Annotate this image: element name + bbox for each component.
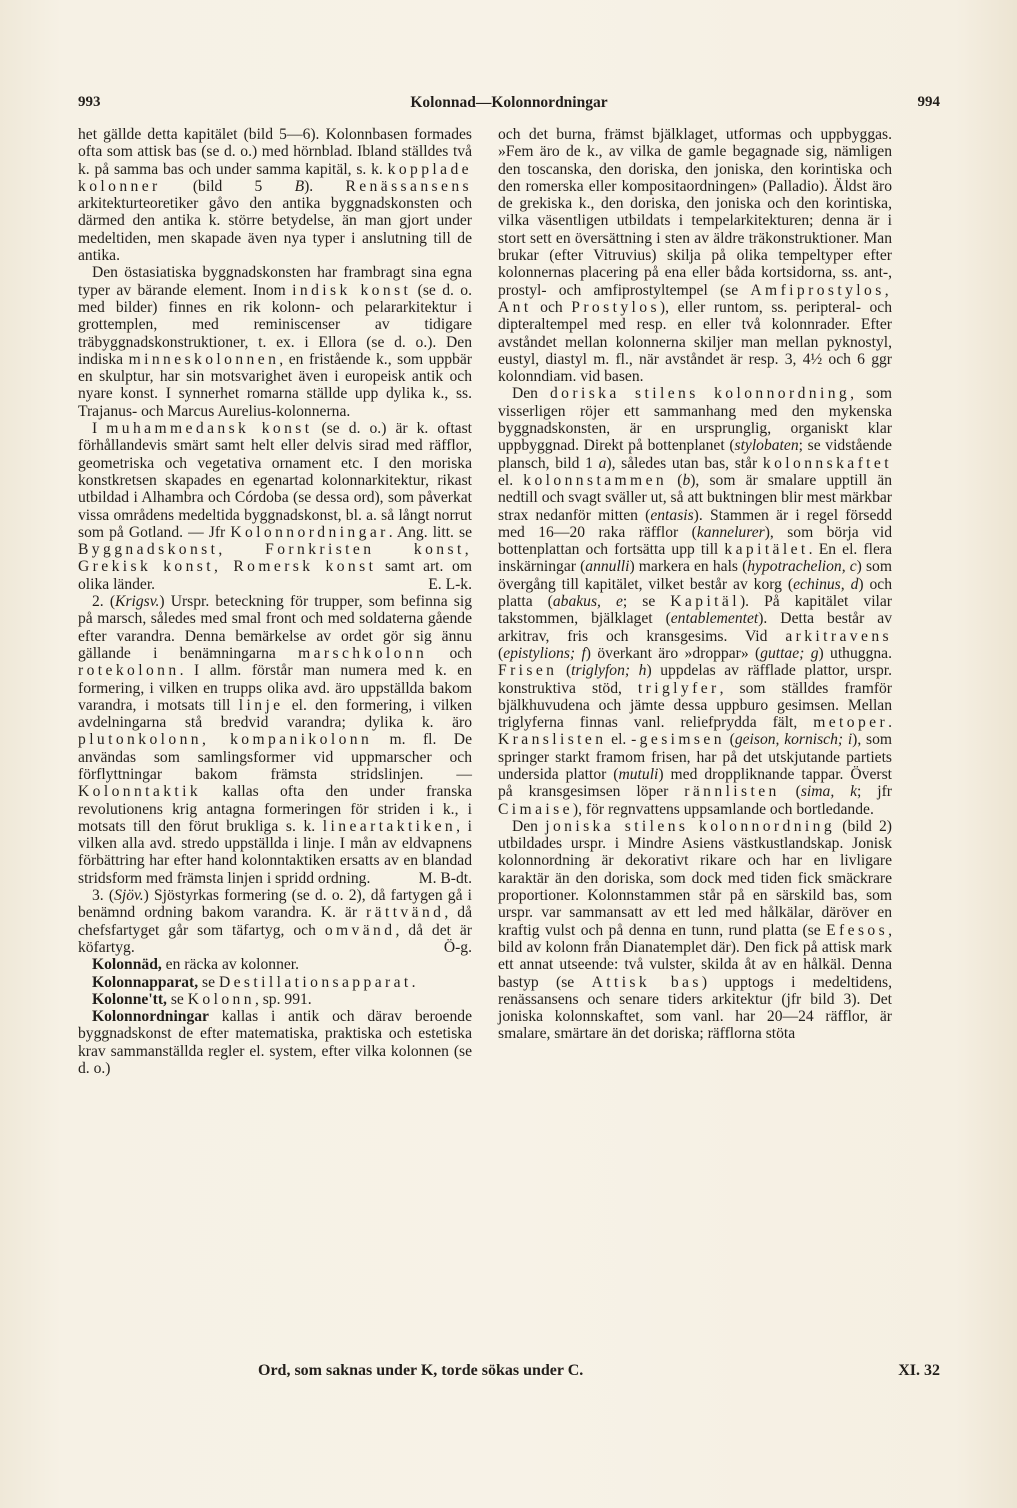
page-number-right: 994 (917, 94, 940, 110)
paragraph: I muhammedansk konst (se d. o.) är k. oftast förhållandevis smärt samt helt eller delvis sirad med räfflor, geometriska och vegetativa ornament etc. I den moriska konstkretsen skapades en egenartad kolonnarkitektur, rikast utbildad i Alhambra och Córdoba (se dessa ord), som påverkat vissa områdens medeltida byggnadskonst, bl. a. så långt norrut som på Gotland. — Jfr Kolonnordningar. Ang. litt. se Byggnadskonst, Fornkristen konst, Grekisk konst, Romersk konst samt art. om olika länder. E. L-k. (78, 420, 472, 593)
volume-marker: XI. 32 (898, 1362, 940, 1379)
paragraph: Den doriska stilens kolonnordning, som visserligen röjer ett sammanhang med den mykenska byggnadskonsten, är en ursprunglig, organiskt klar uppbyggnad. Direkt på bottenplanet (stylobaten; se vidstående plansch, bild 1 a), således utan bas, står kolonnskaftet el. kolonnstammen (b), som är smalare upptill än nedtill och svagt sväller ut, så att buktningen blir mest märkbar strax nedanför mitten (entasis). Stammen är i regel försedd med 16—20 raka räfflor (kannelurer), som börja vid bottenplattan och fortsätta upp till kapitälet. En el. flera inskärningar (annulli) markera en hals (hypotrachelion, c) som övergång till kapitälet, vilket består av korg (echinus, d) och platta (abakus, e; se Kapitäl). På kapitälet vilar takstommen, bjälklaget (entablementet). Detta består av arkitrav, fris och kransgesims. Vid arkitravens (epistylions; f) överkant äro »droppar» (guttae; g) uthuggna. Frisen (triglyfon; h) uppdelas av räfflade plattor, urspr. konstruktiva stöd, triglyfer, som ställdes framför bjälkhuvudena och jämte dessa uppburo gesimsen. Mellan triglyferna finnas vanl. reliefprydda fält, metoper. Kranslisten el. -gesimsen (geison, kornisch; i), som springer starkt framom frisen, har på det utskjutande partiets undersida plattor (mutuli) med droppliknande tappar. Överst på kransgesimsen löper rännlisten (sima, k; jfr Cimaise), för regnvattens uppsamlande och bortledande. (498, 385, 893, 818)
entry-kolonnordningar: Kolonnordningar kallas i antik och därav beroende byggnadskonst de efter matematiska, praktiska och estetiska krav sammanställda regler el. system, efter vilka kolonnen (se d. o.) (78, 1008, 472, 1078)
page-number-left: 993 (78, 94, 101, 110)
author-signature: E. L-k. (428, 575, 472, 593)
left-column (78, 126, 472, 1077)
paragraph: het gällde detta kapitälet (bild 5—6). Kolonnbasen formades ofta som attisk bas (se d. o.) med hörnblad. Ibland ställdes två k. på samma bas och under samma kapitäl, s. k. kopplade kolonner (bild 5 B). Renässansens arkitekturteoretiker gåvo den antika byggnadskonsten och därmed den antika k. större betydelse, än man gjort under medeltiden, men skapade även nya typer i anslutning till de antika. (78, 126, 472, 265)
paragraph: och det burna, främst bjälklaget, utformas och uppbyggas. »Fem äro de k., av vilka de gamle begagnade sig, nämligen den toscanska, den doriska, den joniska, den korintiska och den romerska eller kompositaordningen» (Palladio). Äldst äro de grekiska k., den doriska, den joniska och den korintiska, vilka väsentligen utbildats i tempelarkitekturen; denna är i stort sett en översättning i sten av äldre träkonstruktioner. Man brukar (efter Vitruvius) skilja på olika tempeltyper efter kolonnernas placering på ena eller båda kortsidorna, ss. ant-, prostyl- och amfiprostyltempel (se Amfiprostylos, Ant och Prostylos), eller runtom, ss. peripteral- och dipteraltempel med resp. en eller två kolonnrader. Efter avståndet mellan kolonnerna skiljer man mellan pyknostyl, eustyl, diastyl m. fl., när avståndet är resp. 3, 4½ och 6 ggr kolonndiam. vid basen. (498, 126, 892, 386)
entry-kolonnett: Kolonne'tt, se Kolonn, sp. 991. (92, 990, 312, 1008)
paragraph: Den östasiatiska byggnadskonsten har frambragt sina egna typer av bärande element. Inom indisk konst (se d. o. med bilder) finnes en rik kolonn- och pelararkitektur i grottemplen, med reminiscenser av tidigare träbyggnadskonstruktioner, t. ex. i Ellora (se d. o.). Den indiska minneskolonnen, en fristående k., som uppbär en skulptur, har sin motsvarighet även i europeisk antik och nyare konst. I synnerhet romarna ställde upp dylika k., ss. Trajanus- och Marcus Aurelius-kolonnerna. (78, 264, 472, 420)
paragraph: Den joniska stilens kolonnordning (bild 2) utbildades urspr. i Mindre Asiens västkustlandskap. Jonisk kolonnordning är dekorativt rikare och har en livligare karaktär än den doriska, som dock med tiden fick smäckrare proportioner. Kolonnstammen står på en särskild bas, som urspr. var sammansatt av ett led med hålkälar, däröver en kraftig vulst och på denna en tunn, rund platta (se Efesos, bild av kolonn från Dianatemplet där). Den fick på attisk mark ett annat utseende: två vulster, skilda åt av en hålkäl. Denna bastyp (se Attisk bas) upptogs i medeltidens, renässansens och senare tiders arkitektur (jfr bild 3). Det joniska kolonnskaftet, som vanl. har 20—24 räfflor, är smalare, smärtare än det doriska; räfflorna stöta (498, 817, 892, 1043)
page-footer (78, 1362, 940, 1384)
footer-note: Ord, som saknas under K, torde sökas under C. (258, 1362, 584, 1379)
page-header (78, 94, 940, 118)
entry-kolonnad: Kolonnäd, en räcka av kolonner. (92, 956, 300, 974)
author-signature: Ö-g. (443, 938, 472, 956)
paragraph: 2. (Krigsv.) Urspr. beteckning för trupper, som befinna sig på marsch, således med smal front och med soldaterna gående efter varandra. Denna bemärkelse av ordet gör sig ännu gällande i benämningarna marschkolonn och rotekolonn. I allm. förstår man numera med k. en formering, i vilken en trupps olika avd. äro uppställda bakom varandra, i motsats till linje el. den formering, i vilken avdelningarna stå bredvid varandra; dylika k. äro plutonkolonn, kompanikolonn m. fl. De användas som samlingsformer vid uppmarscher och förflyttningar bakom främsta stridslinjen. — Kolonntaktik kallas ofta den under franska revolutionens krig antagna formeringen för striden i k., i motsats till den förut brukliga s. k. lineartaktiken, i vilken alla avd. stredo uppställda i linje. I mån av eldvapnens förbättring har efter hand kolonntaktiken ersatts av en blandad stridsform med främsta linjen i spridd ordning. M. B-dt. (78, 593, 472, 887)
running-title: Kolonnad—Kolonnordningar (410, 94, 608, 111)
paragraph: 3. (Sjöv.) Sjöstyrkas formering (se d. o. 2), då fartygen gå i benämnd ordning bakom varandra. K. är rättvänd, då chefsfartyget går som täfartyg, och omvänd, då det är köfartyg. Ö-g. (78, 887, 472, 956)
entry-kolonnapparat: Kolonnapparat, se Destillationsapparat. (92, 973, 416, 991)
author-signature: M. B-dt. (418, 869, 472, 887)
right-column (498, 126, 892, 1043)
